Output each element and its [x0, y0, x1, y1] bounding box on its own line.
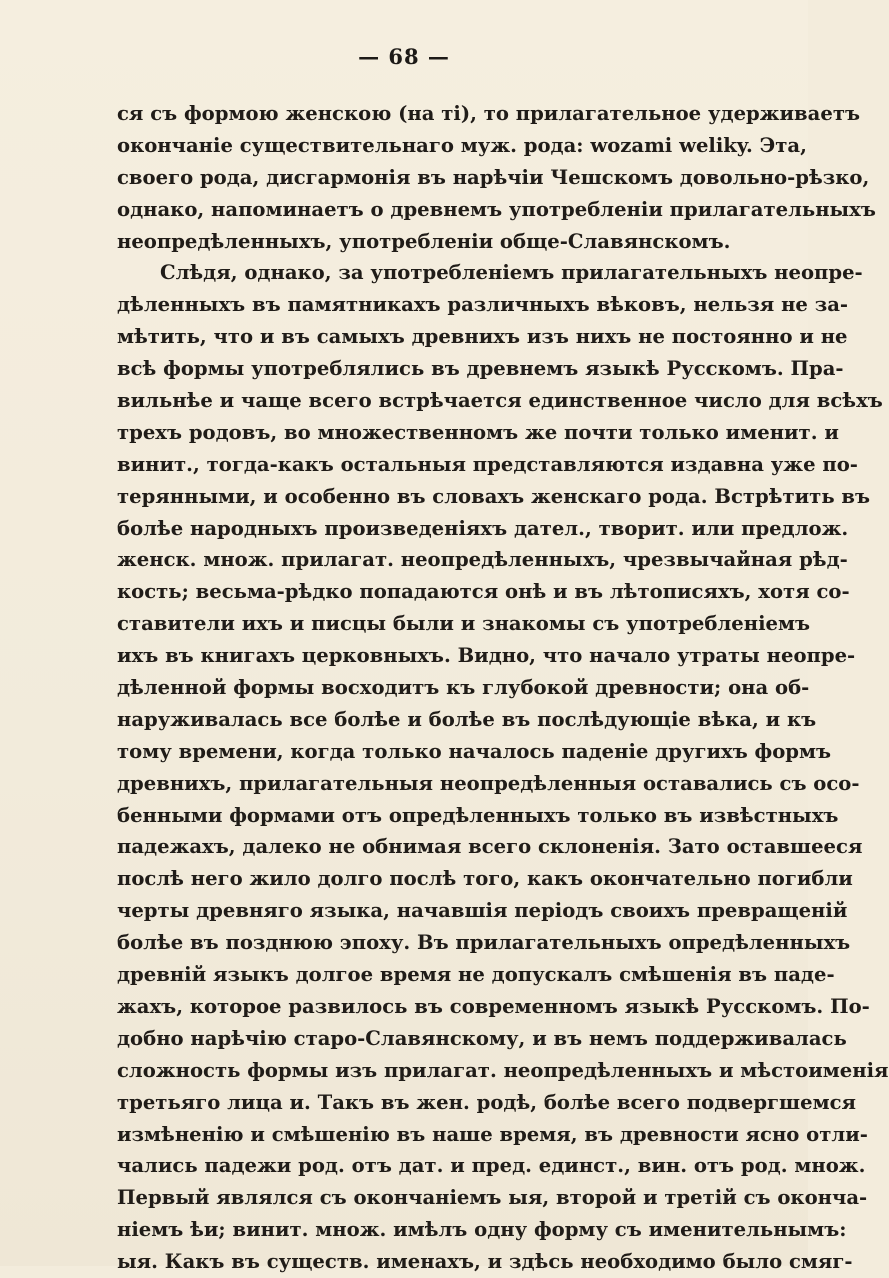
text-line: болѣе въ позднюю эпоху. Въ прилагательныхъ опредѣленныхъ [117, 931, 851, 955]
text-line: измѣненію и смѣшенію въ наше время, въ древности ясно отли- [117, 1122, 868, 1146]
text-line: дѣленной формы восходитъ къ глубокой древности; она об- [117, 676, 810, 700]
text-line: третьяго лица и. Такъ въ жен. родѣ, болѣе всего подвергшемся [117, 1090, 856, 1114]
text-line: Слѣдя, однако, за употребленіемъ прилагательныхъ неопре- [160, 261, 863, 285]
text-line: винит., тогда-какъ остальныя представляются издавна уже по- [117, 452, 858, 476]
text-line: ихъ въ книгахъ церковныхъ. Видно, что начало утраты неопре- [117, 644, 856, 668]
text-line: ніемъ ѣи; винит. множ. имѣлъ одну форму съ именительнымъ: [117, 1218, 847, 1242]
text-line: вильнѣе и чаще всего встрѣчается единственное число для всѣхъ [117, 389, 883, 413]
text-line: тому времени, когда только началось паденіе другихъ формъ [117, 739, 832, 763]
text-line: бенными формами отъ опредѣленныхъ только въ извѣстныхъ [117, 803, 839, 827]
text-line: всѣ формы употреблялись въ древнемъ языкѣ Русскомъ. Пра- [117, 357, 844, 381]
text-line: неопредѣленныхъ, употребленіи обще-Славянскомъ. [117, 229, 731, 253]
text-line: ся съ формою женскою (на ті), то прилагательное удерживаетъ [117, 102, 861, 125]
text-line: окончаніе существительнаго муж. рода: wozami weliky. Эта, [117, 133, 807, 157]
text-line: сложность формы изъ прилагат. неопредѣленныхъ и мѣстоименія [117, 1058, 889, 1082]
text-line: трехъ родовъ, во множественномъ же почти только именит. и [117, 420, 839, 444]
text-line: добно нарѣчію старо-Славянскому, и въ немъ поддерживалась [117, 1026, 847, 1050]
text-line: наруживалась все болѣе и болѣе въ послѣдующіе вѣка, и къ [117, 707, 817, 731]
text-line: жахъ, которое развилось въ современномъ языкѣ Русскомъ. По- [117, 994, 870, 1018]
text-line: ыя. Какъ въ существ. именахъ, и здѣсь необходимо было смяг- [117, 1250, 853, 1274]
text-line: древнихъ, прилагательныя неопредѣленныя оставались съ осо- [117, 771, 860, 795]
text-line: падежахъ, далеко не обнимая всего склоненія. Зато оставшееся [117, 835, 863, 859]
text-line: Первый являлся съ окончаніемъ ыя, второй и третій съ оконча- [117, 1186, 868, 1210]
text-line: черты древняго языка, начавшія періодъ своихъ превращеній [117, 899, 848, 923]
text-line: чались падежи род. отъ дат. и пред. единст., вин. отъ род. множ. [117, 1154, 866, 1178]
text-line: древній языкъ долгое время не допускалъ смѣшенія въ паде- [117, 963, 835, 987]
body-text [117, 98, 889, 1278]
text-line: женск. множ. прилагат. неопредѣленныхъ, чрезвычайная рѣд- [117, 548, 848, 572]
text-line: своего рода, дисгармонія въ нарѣчіи Чешскомъ довольно-рѣзко, [117, 165, 870, 189]
page-number: — 68 — [358, 44, 450, 69]
text-line: дѣленныхъ въ памятникахъ различныхъ вѣковъ, нельзя не за- [117, 293, 849, 317]
text-line: болѣе народныхъ произведеніяхъ дател., творит. или предлож. [117, 516, 849, 540]
text-line: терянными, и особенно въ словахъ женскаго рода. Встрѣтить въ [117, 484, 871, 508]
text-line: кость; весьма-рѣдко попадаются онѣ и въ лѣтописяхъ, хотя со- [117, 580, 850, 604]
text-line: ставители ихъ и писцы были и знакомы съ употребленіемъ [117, 612, 811, 636]
text-line: послѣ него жило долго послѣ того, какъ окончательно погибли [117, 867, 853, 891]
text-line: мѣтить, что и въ самыхъ древнихъ изъ нихъ не постоянно и не [117, 325, 848, 349]
text-line: однако, напоминаетъ о древнемъ употребленіи прилагательныхъ [117, 197, 876, 221]
